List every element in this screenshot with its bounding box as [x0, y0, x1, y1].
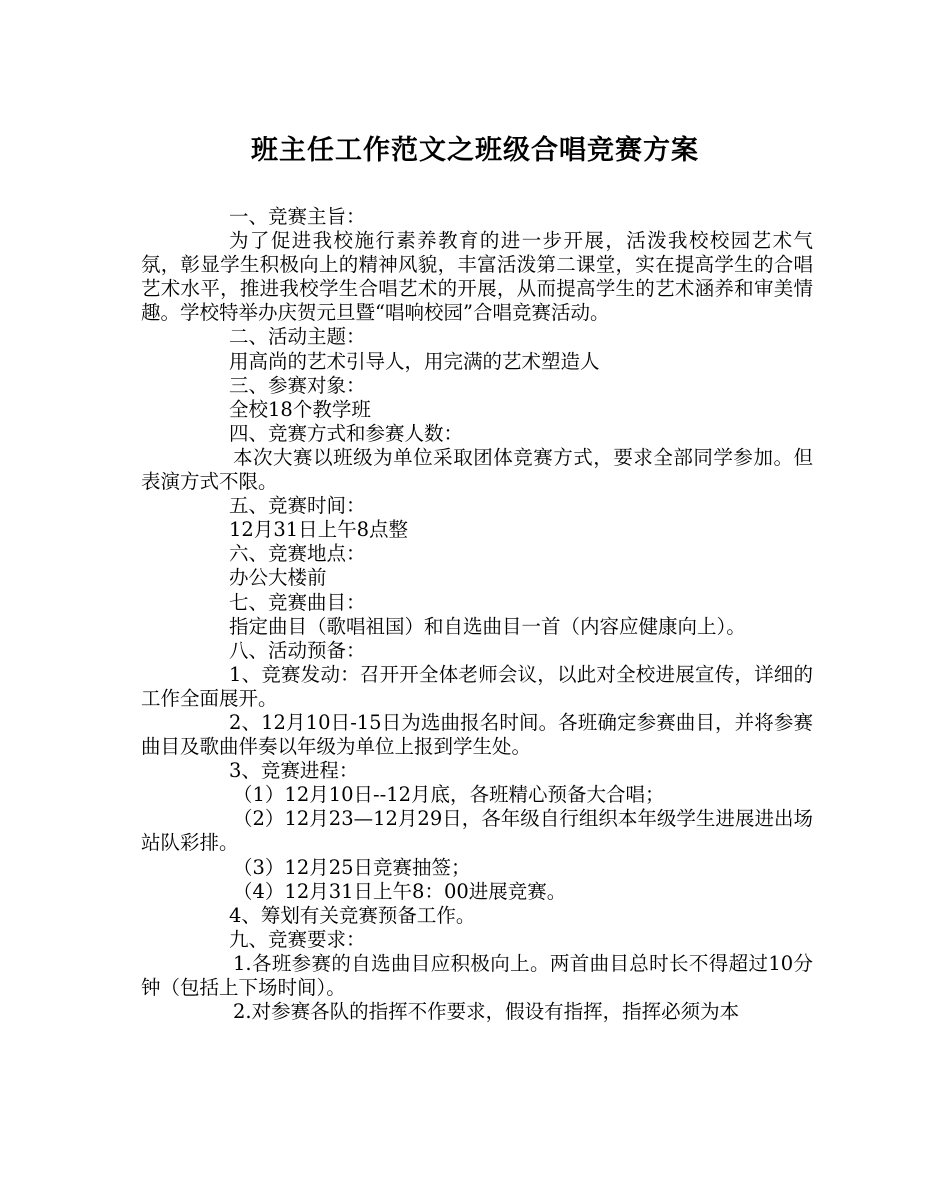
paragraph-participants: 全校18个教学班 — [229, 397, 371, 421]
section-heading-participants: 三、参赛对象： — [229, 373, 366, 397]
paragraph-schedule-2: （2）12月23—12月29日，各年级自行组织本年级学生进展进出场站队彩排。 — [141, 807, 813, 855]
paragraph-repertoire: 指定曲目（歌唱祖国）和自选曲目一首（内容应健康向上）。 — [229, 614, 746, 638]
section-heading-format: 四、竞赛方式和参赛人数： — [229, 421, 464, 445]
section-heading-location: 六、竞赛地点： — [229, 542, 366, 566]
section-heading-time: 五、竞赛时间： — [229, 494, 366, 518]
section-heading-preparation: 八、活动预备： — [229, 638, 366, 662]
paragraph-requirement-2: 2.对参赛各队的指挥不作要求，假设有指挥，指挥必须为本 — [233, 1000, 740, 1024]
document-title: 班主任工作范文之班级合唱竞赛方案 — [251, 135, 699, 166]
paragraph-preparation-1: 1、竞赛发动：召开开全体老师会议，以此对全校进展宣传，详细的工作全面展开。 — [141, 662, 813, 710]
paragraph-purpose: 为了促进我校施行素养教育的进一步开展，活泼我校校园艺术气氛，彰显学生积极向上的精神风貌，丰富活泼第二课堂，实在提高学生的合唱艺术水平，推进我校学生合唱艺术的开展，从而提高学生的艺术涵养和审美情趣。学校特举办庆贺元旦暨“唱响校园”合唱竞赛活动。 — [141, 229, 813, 325]
paragraph-schedule-4: （4）12月31日上午8：00进展竞赛。 — [233, 879, 567, 903]
section-heading-requirements: 九、竞赛要求： — [229, 927, 366, 951]
section-heading-theme: 二、活动主题： — [229, 325, 366, 349]
paragraph-theme: 用高尚的艺术引导人，用完满的艺术塑造人 — [229, 349, 600, 373]
paragraph-schedule-3: （3）12月25日竞赛抽签； — [233, 855, 471, 879]
paragraph-requirement-1: 1.各班参赛的自选曲目应积极向上。两首曲目总时长不得超过10分钟（包括上下场时间）。 — [141, 951, 813, 999]
document-body — [141, 205, 813, 1024]
section-heading-purpose: 一、竞赛主旨： — [229, 205, 366, 228]
paragraph-format: 本次大赛以班级为单位采取团体竞赛方式，要求全部同学参加。但表演方式不限。 — [141, 445, 813, 494]
paragraph-preparation-3: 3、竞赛进程： — [229, 759, 359, 783]
paragraph-schedule-1: （1）12月10日--12月底，各班精心预备大合唱； — [233, 783, 665, 807]
paragraph-preparation-2: 2、12月10日-15日为选曲报名时间。各班确定参赛曲目，并将参赛曲目及歌曲伴奏以年级为单位上报到学生处。 — [141, 710, 813, 759]
paragraph-preparation-4: 4、筹划有关竞赛预备工作。 — [229, 903, 476, 927]
section-heading-repertoire: 七、竞赛曲目： — [229, 590, 366, 614]
paragraph-time: 12月31日上午8点整 — [229, 518, 409, 542]
paragraph-location: 办公大楼前 — [229, 566, 327, 590]
